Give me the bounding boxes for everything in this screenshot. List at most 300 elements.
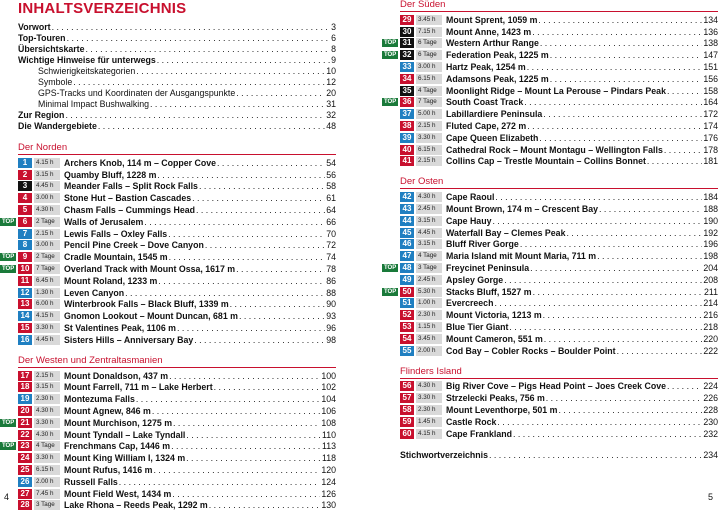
tour-page: 138 (703, 38, 718, 49)
tour-number: 13 (18, 299, 32, 309)
tour-entry[interactable] (2, 417, 336, 429)
dot-leader (230, 299, 326, 309)
tour-duration: 2.30 h (416, 310, 442, 320)
section-rule (400, 378, 718, 379)
tour-page: 164 (703, 97, 718, 108)
top-badge: TOP (384, 52, 397, 59)
tour-name: Hartz Peak, 1254 m (446, 62, 526, 73)
top-badge: TOP (384, 99, 397, 106)
section-title: Der Osten (400, 176, 444, 188)
tour-duration: 3.00 h (34, 193, 60, 203)
tour-duration: 3.30 h (416, 393, 442, 403)
tour-name: Federation Peak, 1225 m (446, 50, 549, 61)
tour-entry[interactable] (18, 310, 336, 322)
section-rule (18, 154, 336, 155)
tour-entry[interactable] (400, 416, 718, 428)
tour-entry[interactable] (400, 85, 718, 97)
tour-name: Mount Farrell, 711 m – Lake Herbert (64, 382, 213, 393)
tour-entry[interactable] (400, 132, 718, 144)
tour-entry[interactable] (400, 61, 718, 73)
tour-duration: 2.15 h (34, 371, 60, 381)
tour-duration: 6.45 h (34, 276, 60, 286)
tour-entry[interactable] (18, 287, 336, 299)
tour-number: 60 (400, 429, 414, 439)
tour-duration: 4.45 h (416, 228, 442, 238)
tour-entry[interactable] (384, 262, 718, 274)
tour-entry[interactable] (18, 204, 336, 216)
section-west (2, 354, 336, 511)
tour-number: 17 (18, 371, 32, 381)
dot-leader (152, 406, 320, 416)
top-badge: TOP (2, 266, 15, 273)
dot-leader (492, 216, 702, 226)
left-page (2, 0, 336, 511)
tour-duration: 3.45 h (416, 15, 442, 25)
tour-entry[interactable] (2, 216, 336, 228)
tour-duration: 5.00 h (416, 109, 442, 119)
tour-name: Walls of Jerusalem (64, 216, 144, 227)
section-title: Der Norden (18, 142, 68, 153)
section-title: Der Süden (400, 0, 446, 10)
tour-entry[interactable] (18, 476, 336, 488)
tour-duration: 2.45 h (416, 275, 442, 285)
tour-duration: 6.15 h (416, 145, 442, 155)
tour-number: 27 (18, 489, 32, 499)
tour-number: 54 (400, 334, 414, 344)
tour-page: 74 (326, 252, 336, 263)
tour-number: 3 (18, 181, 32, 191)
section-south (384, 0, 718, 167)
tour-entry[interactable] (400, 26, 718, 38)
dot-leader (168, 229, 325, 239)
dot-leader (489, 450, 702, 461)
tour-entry[interactable] (400, 73, 718, 85)
tour-page: 96 (326, 323, 336, 334)
dot-leader (239, 311, 325, 321)
tour-number: 24 (18, 453, 32, 463)
dot-leader (544, 334, 703, 344)
tour-name: Castle Rock (446, 416, 497, 427)
tour-page: 110 (321, 429, 336, 440)
tour-name: Mount Cameron, 551 m (446, 333, 543, 344)
tour-entry[interactable] (400, 239, 718, 251)
tour-entry[interactable] (400, 215, 718, 227)
tour-duration: 2 Tage (34, 217, 60, 227)
tour-duration: 7.45 h (34, 489, 60, 499)
tour-page: 64 (326, 205, 336, 216)
dot-leader (125, 288, 325, 298)
tour-number: 26 (18, 477, 32, 487)
tour-duration: 2.15 h (34, 229, 60, 239)
tour-name: Archers Knob, 114 m – Copper Cove (64, 157, 217, 168)
tour-duration: 4.30 h (34, 205, 60, 215)
tour-page: 228 (703, 405, 718, 415)
dot-leader (150, 99, 325, 110)
tour-entry[interactable] (18, 299, 336, 311)
tour-page: 184 (703, 192, 718, 203)
tour-page: 174 (703, 121, 718, 132)
front-entry-page: 6 (331, 33, 336, 43)
front-entry[interactable] (18, 55, 336, 66)
dot-leader (199, 181, 325, 191)
tour-duration: 3.30 h (416, 133, 442, 143)
front-entry[interactable] (18, 88, 336, 99)
dot-leader (530, 263, 702, 273)
tour-duration: 6 Tage (416, 50, 442, 60)
tour-name: Fluted Cape, 272 m (446, 121, 527, 132)
tour-page: 147 (703, 50, 718, 61)
front-entry-label: Minimal Impact Bushwalking (38, 99, 149, 109)
tour-entry[interactable] (18, 405, 336, 417)
tour-entry[interactable] (384, 97, 718, 109)
tour-entry[interactable] (18, 500, 336, 511)
tour-page: 106 (321, 406, 336, 417)
tour-name: Quamby Bluff, 1228 m (64, 169, 157, 180)
tour-entry[interactable] (18, 452, 336, 464)
tour-entry[interactable] (400, 191, 718, 203)
tour-duration: 2.00 h (416, 346, 442, 356)
tour-name: Sisters Hills – Anniversary Bay (64, 334, 194, 345)
front-entry-page: 48 (326, 121, 336, 131)
tour-number: 1 (18, 158, 32, 168)
tour-duration: 1.30 h (34, 288, 60, 298)
tour-page: 218 (703, 322, 718, 333)
tour-page: 222 (703, 345, 718, 356)
tour-duration: 2.30 h (34, 394, 60, 404)
front-entry[interactable] (18, 121, 336, 132)
tour-name: Freycinet Peninsula (446, 263, 530, 274)
page-number-left: 4 (4, 492, 10, 502)
tour-number: 8 (18, 240, 32, 250)
top-badge: TOP (384, 265, 397, 272)
dot-leader (153, 465, 320, 475)
tour-name: Western Arthur Range (446, 38, 539, 49)
dot-leader (532, 27, 702, 37)
dot-leader (513, 429, 702, 439)
index-entry[interactable] (400, 450, 718, 461)
tour-duration: 2 Tage (34, 252, 60, 262)
dot-leader (527, 62, 703, 72)
tour-entry[interactable] (384, 49, 718, 61)
tour-number: 28 (18, 500, 32, 510)
tour-name: Stone Hut – Bastion Cascades (64, 193, 192, 204)
tour-name: Mount Leventhorpe, 501 m (446, 405, 558, 415)
tour-page: 134 (703, 14, 718, 25)
front-entry-page: 32 (326, 110, 336, 120)
tour-page: 156 (703, 73, 718, 84)
tour-entry[interactable] (18, 429, 336, 441)
tour-page: 120 (321, 465, 336, 476)
tour-duration: 4.45 h (34, 335, 60, 345)
tour-duration: 3.00 h (34, 240, 60, 250)
tour-page: 88 (326, 287, 336, 298)
section-rule (400, 11, 718, 12)
dot-leader (599, 204, 702, 214)
tour-number: 34 (400, 74, 414, 84)
dot-leader (157, 170, 325, 180)
dot-leader (546, 393, 703, 403)
tour-entry[interactable] (400, 108, 718, 120)
tour-entry[interactable] (18, 464, 336, 476)
tour-entry[interactable] (18, 240, 336, 252)
tour-page: 56 (326, 169, 336, 180)
tour-number: 50 (400, 287, 414, 297)
tour-page: 178 (703, 144, 718, 155)
tour-entry[interactable] (400, 144, 718, 156)
tour-name: Cape Raoul (446, 192, 495, 203)
tour-number: 14 (18, 311, 32, 321)
top-badge: TOP (2, 443, 15, 450)
tour-number: 29 (400, 15, 414, 25)
dot-leader (119, 477, 321, 487)
tour-name: Mount Rufus, 1416 m (64, 465, 153, 476)
tour-entry[interactable] (18, 169, 336, 181)
tour-page: 158 (703, 85, 718, 96)
tour-entry[interactable] (400, 333, 718, 345)
tour-entry[interactable] (400, 250, 718, 262)
tour-entry[interactable] (384, 38, 718, 50)
tour-name: Stacks Bluff, 1527 m (446, 286, 532, 297)
tour-number: 10 (18, 264, 32, 274)
tour-number: 39 (400, 133, 414, 143)
tour-number: 31 (400, 38, 414, 48)
tour-entry[interactable] (400, 321, 718, 333)
tour-number: 56 (400, 381, 414, 391)
top-badge: TOP (2, 419, 15, 426)
dot-leader (543, 109, 702, 119)
tour-entry[interactable] (18, 322, 336, 334)
tour-entry[interactable] (2, 251, 336, 263)
tour-name: Moonlight Ridge – Mount La Perouse – Pindars Peak (446, 85, 666, 96)
tour-entry[interactable] (400, 156, 718, 168)
tour-duration: 1.45 h (416, 417, 442, 427)
tour-page: 118 (321, 453, 336, 464)
tour-page: 86 (326, 275, 336, 286)
front-entry-page: 8 (331, 44, 336, 54)
tour-entry[interactable] (400, 428, 718, 440)
tour-page: 72 (326, 240, 336, 251)
dot-leader (550, 50, 703, 60)
front-entry[interactable] (18, 22, 336, 33)
front-entry-label: Übersichtskarte (18, 44, 85, 54)
tour-duration: 4.15 h (34, 158, 60, 168)
tour-entry[interactable] (400, 309, 718, 321)
tour-duration: 3.15 h (34, 170, 60, 180)
tour-entry[interactable] (2, 263, 336, 275)
tour-name: Pencil Pine Creek – Dove Canyon (64, 240, 204, 251)
tour-number: 30 (400, 27, 414, 37)
tour-number: 25 (18, 465, 32, 475)
right-page (384, 0, 718, 461)
tour-entry[interactable] (18, 488, 336, 500)
tour-number: 12 (18, 288, 32, 298)
tour-name: Mount Anne, 1423 m (446, 26, 532, 37)
dot-leader (617, 346, 703, 356)
tour-entry[interactable] (400, 298, 718, 310)
dot-leader (494, 298, 702, 308)
tour-name: Maria Island mit Mount Maria, 711 m (446, 251, 597, 262)
tour-name: St Valentines Peak, 1106 m (64, 323, 176, 334)
tour-name: Overland Track with Mount Ossa, 1617 m (64, 264, 236, 275)
dot-leader (158, 276, 325, 286)
tour-number: 23 (18, 441, 32, 451)
tour-page: 113 (321, 441, 336, 452)
dot-leader (550, 74, 703, 84)
tour-entry[interactable] (18, 275, 336, 287)
section-rule (400, 188, 718, 189)
front-entry[interactable] (18, 77, 336, 88)
tour-name: Evercreech (446, 298, 494, 309)
tour-duration: 4.30 h (416, 381, 442, 391)
front-entry-label: Symbole (38, 77, 73, 87)
tour-page: 90 (326, 299, 336, 310)
front-entry-page: 20 (326, 88, 336, 98)
tour-duration: 2.15 h (416, 121, 442, 131)
tour-entry[interactable] (18, 382, 336, 394)
tour-page: 66 (326, 216, 336, 227)
tour-number: 35 (400, 86, 414, 96)
dot-leader (186, 430, 321, 440)
tour-name: Lake Rhona – Reeds Peak, 1292 m (64, 500, 208, 511)
dot-leader (209, 500, 321, 510)
tour-duration: 1.00 h (416, 298, 442, 308)
index-label: Stichwortverzeichnis (400, 449, 488, 460)
dot-leader (540, 38, 702, 48)
tour-duration: 2.15 h (416, 156, 442, 166)
tour-entry[interactable] (400, 120, 718, 132)
top-badge: TOP (384, 40, 397, 47)
tour-entry[interactable] (2, 441, 336, 453)
tour-entry[interactable] (400, 404, 718, 416)
tour-page: 226 (703, 393, 718, 404)
dot-leader (667, 381, 702, 391)
front-entry-label: Top-Touren (18, 33, 66, 43)
tour-entry[interactable] (400, 392, 718, 404)
tour-duration: 4.45 h (34, 181, 60, 191)
dot-leader (172, 489, 320, 499)
tour-number: 4 (18, 193, 32, 203)
tour-number: 42 (400, 192, 414, 202)
tour-page: 93 (326, 311, 336, 322)
tour-name: Mount Sprent, 1059 m (446, 14, 538, 25)
tour-name: Mount Agnew, 846 m (64, 406, 151, 417)
tour-duration: 4 Tage (34, 441, 60, 451)
tour-page: 190 (703, 215, 718, 226)
tour-name: Cape Queen Elizabeth (446, 132, 539, 143)
tour-page: 220 (703, 333, 718, 344)
tour-entry[interactable] (18, 334, 336, 346)
dot-leader (236, 264, 325, 274)
dot-leader (558, 405, 702, 415)
dot-leader (194, 335, 325, 345)
page-title: INHALTSVERZEICHNIS (18, 0, 187, 17)
tour-number: 55 (400, 346, 414, 356)
front-entry[interactable] (18, 44, 336, 55)
tour-duration: 4.15 h (416, 429, 442, 439)
tour-entry[interactable] (18, 157, 336, 169)
dot-leader (664, 145, 702, 155)
tour-number: 20 (18, 406, 32, 416)
dot-leader (217, 158, 325, 168)
tour-entry[interactable] (18, 228, 336, 240)
tour-duration: 7.15 h (416, 27, 442, 37)
tour-entry[interactable] (18, 393, 336, 405)
front-entry[interactable] (18, 33, 336, 44)
dot-leader (173, 418, 320, 428)
tour-entry[interactable] (400, 14, 718, 26)
front-entry-label: Vorwort (18, 22, 51, 32)
front-entry-label: GPS-Tracks und Koordinaten der Ausgangspunkte (38, 88, 236, 98)
tour-entry[interactable] (400, 345, 718, 357)
tour-number: 40 (400, 145, 414, 155)
front-entry[interactable] (18, 110, 336, 121)
tour-number: 21 (18, 418, 32, 428)
tour-entry[interactable] (18, 181, 336, 193)
tour-number: 32 (400, 50, 414, 60)
tour-name: Cape Frankland (446, 428, 512, 439)
tour-duration: 3.00 h (416, 62, 442, 72)
tour-duration: 4 Tage (416, 251, 442, 261)
tour-page: 172 (703, 109, 718, 120)
front-entry-page: 10 (326, 66, 336, 76)
tour-entry[interactable] (18, 370, 336, 382)
tour-entry[interactable] (400, 381, 718, 393)
tour-entry[interactable] (18, 192, 336, 204)
tour-page: 224 (703, 381, 718, 392)
tour-number: 41 (400, 156, 414, 166)
front-entry[interactable] (18, 66, 336, 77)
tour-page: 176 (703, 132, 718, 143)
front-entry[interactable] (18, 99, 336, 110)
dot-leader (169, 371, 320, 381)
dot-leader (73, 77, 325, 88)
tour-entry[interactable] (400, 227, 718, 239)
tour-number: 37 (400, 109, 414, 119)
tour-page: 216 (703, 310, 718, 321)
tour-number: 44 (400, 216, 414, 226)
dot-leader (214, 382, 321, 392)
tour-name: Mount Donaldson, 437 m (64, 370, 169, 381)
tour-name: Mount Murchison, 1275 m (64, 417, 173, 428)
tour-number: 22 (18, 430, 32, 440)
tour-page: 126 (321, 488, 336, 499)
tour-entry[interactable] (384, 286, 718, 298)
dot-leader (543, 310, 703, 320)
tour-duration: 3 Tage (34, 500, 60, 510)
tour-page: 54 (326, 157, 336, 168)
top-badge: TOP (2, 218, 15, 225)
section-title: Flinders Island (400, 365, 462, 377)
tour-duration: 4 Tage (416, 86, 442, 96)
tour-page: 192 (703, 227, 718, 238)
tour-name: Labillardiere Peninsula (446, 109, 543, 120)
dot-leader (495, 192, 702, 202)
tour-page: 198 (703, 251, 718, 262)
tour-duration: 2.45 h (416, 204, 442, 214)
tour-page: 124 (321, 476, 336, 487)
tour-number: 36 (400, 97, 414, 107)
tour-page: 204 (703, 263, 718, 274)
tour-name: Bluff River Gorge (446, 239, 519, 250)
tour-entry[interactable] (400, 203, 718, 215)
tour-page: 108 (321, 417, 336, 428)
tour-name: Cod Bay – Cobler Rocks – Boulder Point (446, 345, 616, 356)
tour-entry[interactable] (400, 274, 718, 286)
tour-name: Lewis Falls – Oxley Falls (64, 228, 168, 239)
tour-name: Apsley Gorge (446, 274, 504, 285)
tour-number: 2 (18, 170, 32, 180)
tour-name: Winterbrook Falls – Black Bluff, 1339 m (64, 299, 229, 310)
